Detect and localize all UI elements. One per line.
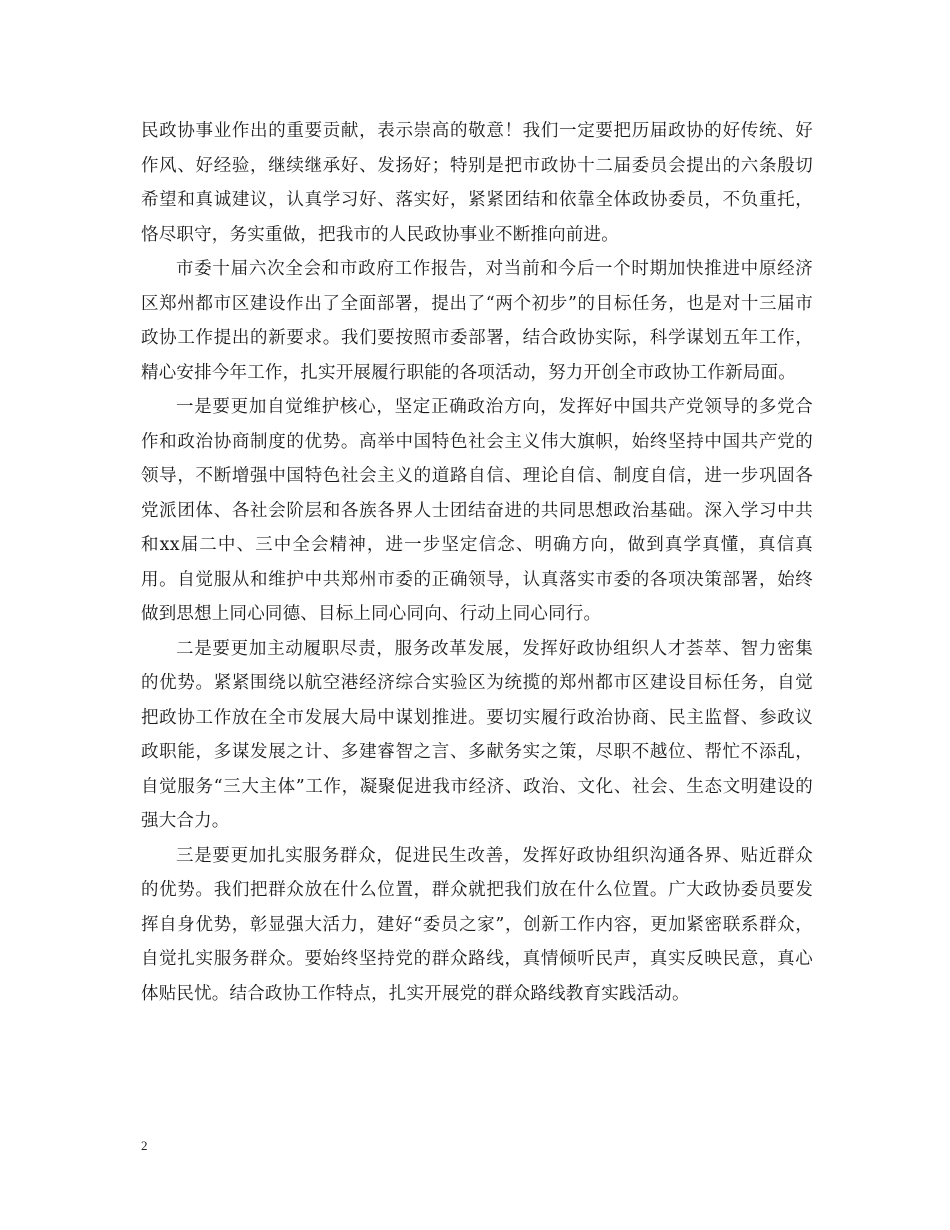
paragraph-point-three: 三是要更加扎实服务群众，促进民生改善，发挥好政协组织沟通各界、贴近群众的优势。我们把群众放在什么位置，群众就把我们放在什么位置。广大政协委员要发挥自身优势，彰显强大活力，建好“委员之家”，创新工作内容，更加紧密联系群众，自觉扎实服务群众。要始终坚持党的群众路线，真情倾听民声，真实反映民意，真心体贴民忧。结合政协工作特点，扎实开展党的群众路线教育实践活动。 [141, 845, 813, 1004]
page-number: 2 [141, 1138, 148, 1153]
body-text [141, 114, 813, 1011]
paragraph-continuation: 民政协事业作出的重要贡献，表示崇高的敬意！我们一定要把历届政协的好传统、好作风、好经验，继续继承好、发扬好；特别是把市政协十二届委员会提出的六条殷切希望和真诚建议，认真学习好、落实好，紧紧团结和依靠全体政协委员，不负重托，恪尽职守，务实重做，把我市的人民政协事业不断推向前进。 [141, 121, 813, 245]
paragraph-point-one: 一是要更加自觉维护核心，坚定正确政治方向，发挥好中国共产党领导的多党合作和政治协商制度的优势。高举中国特色社会主义伟大旗帜，始终坚持中国共产党的领导，不断增强中国特色社会主义的道路自信、理论自信、制度自信，进一步巩固各党派团体、各社会阶层和各族各界人士团结奋进的共同思想政治基础。深入学习中共和xx届二中、三中全会精神，进一步坚定信念、明确方向，做到真学真懂，真信真用。自觉服从和维护中共郑州市委的正确领导，认真落实市委的各项决策部署，始终做到思想上同心同德、目标上同心同向、行动上同心同行。 [141, 397, 813, 624]
paragraph-municipal-plenary: 市委十届六次全会和市政府工作报告，对当前和今后一个时期加快推进中原经济区郑州都市区建设作出了全面部署，提出了“两个初步”的目标任务，也是对十三届市政协工作提出的新要求。我们要按照市委部署，结合政协实际，科学谋划五年工作，精心安排今年工作，扎实开展履行职能的各项活动，努力开创全市政协工作新局面。 [141, 259, 813, 383]
paragraph-point-two: 二是要更加主动履职尽责，服务改革发展，发挥好政协组织人才荟萃、智力密集的优势。紧紧围绕以航空港经济综合实验区为统揽的郑州都市区建设目标任务，自觉把政协工作放在全市发展大局中谋划推进。要切实履行政治协商、民主监督、参政议政职能，多谋发展之计、多建睿智之言、多献务实之策，尽职不越位、帮忙不添乱，自觉服务“三大主体”工作，凝聚促进我市经济、政治、文化、社会、生态文明建设的强大合力。 [141, 638, 813, 831]
